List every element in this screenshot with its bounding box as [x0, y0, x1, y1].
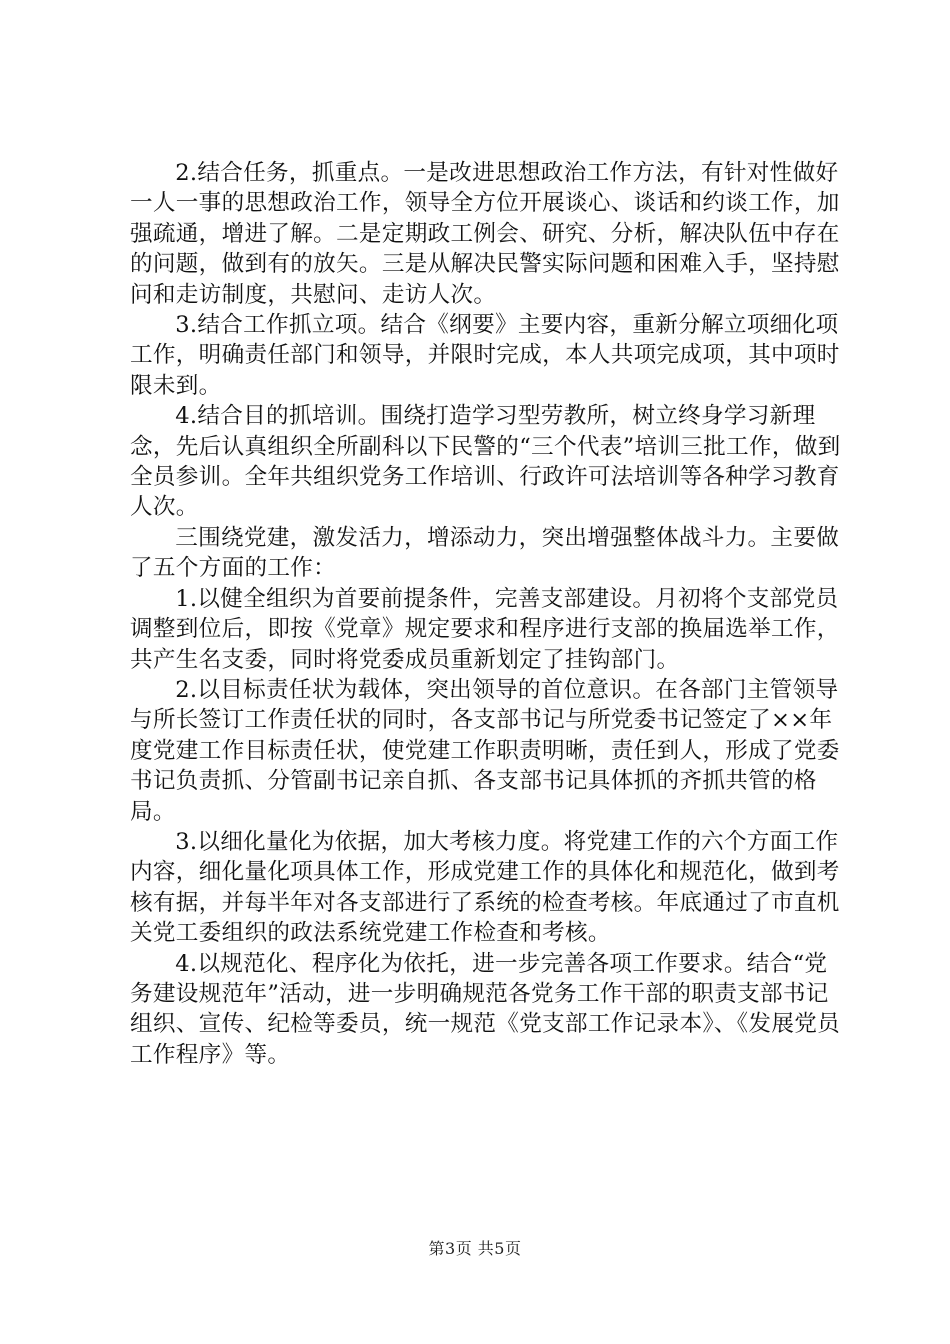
paragraph: 1.以健全组织为首要前提条件，完善支部建设。月初将个支部党员调整到位后，即按《党章》规定要求和程序进行支部的换届选举工作，共产生名支委，同时将党委成员重新划定了挂钩部门。	[130, 585, 840, 673]
paragraph: 3.以细化量化为依据，加大考核力度。将党建工作的六个方面工作内容，细化量化项具体工作，形成党建工作的具体化和规范化，做到考核有据，并每半年对各支部进行了系统的检查考核。年底通过了市直机关党工委组织的政法系统党建工作检查和考核。	[130, 828, 840, 947]
document-body	[130, 158, 842, 1070]
paragraph: 4.以规范化、程序化为依托，进一步完善各项工作要求。结合“党务建设规范年”活动，进一步明确规范各党务工作干部的职责支部书记组织、宣传、纪检等委员，统一规范《党支部工作记录本》、《发展党员工作程序》等。	[130, 950, 840, 1068]
paragraph: 3.结合工作抓立项。结合《纲要》主要内容，重新分解立项细化项工作，明确责任部门和领导，并限时完成，本人共项完成项，其中项时限未到。	[130, 312, 840, 399]
page-number-footer: 第3页 共5页	[428, 1239, 522, 1258]
paragraph: 2.结合任务，抓重点。一是改进思想政治工作方法，有针对性做好一人一事的思想政治工作，领导全方位开展谈心、谈话和约谈工作，加强疏通，增进了解。二是定期政工例会、研究、分析，解决队伍中存在的问题，做到有的放矢。三是从解决民警实际问题和困难入手，坚持慰问和走访制度，共慰问、走访人次。	[130, 160, 840, 308]
paragraph: 4.结合目的抓培训。围绕打造学习型劳教所，树立终身学习新理念，先后认真组织全所副科以下民警的“三个代表”培训三批工作，做到全员参训。全年共组织党务工作培训、行政许可法培训等各种学习教育人次。	[130, 403, 841, 521]
paragraph: 2.以目标责任状为载体，突出领导的首位意识。在各部门主管领导与所长签订工作责任状的同时，各支部书记与所党委书记签定了××年度党建工作目标责任状，使党建工作职责明晰，责任到人，形成了党委书记负责抓、分管副书记亲自抓、各支部书记具体抓的齐抓共管的格局。	[130, 676, 840, 825]
paragraph: 三围绕党建，激发活力，增添动力，突出增强整体战斗力。主要做了五个方面的工作：	[130, 524, 840, 582]
